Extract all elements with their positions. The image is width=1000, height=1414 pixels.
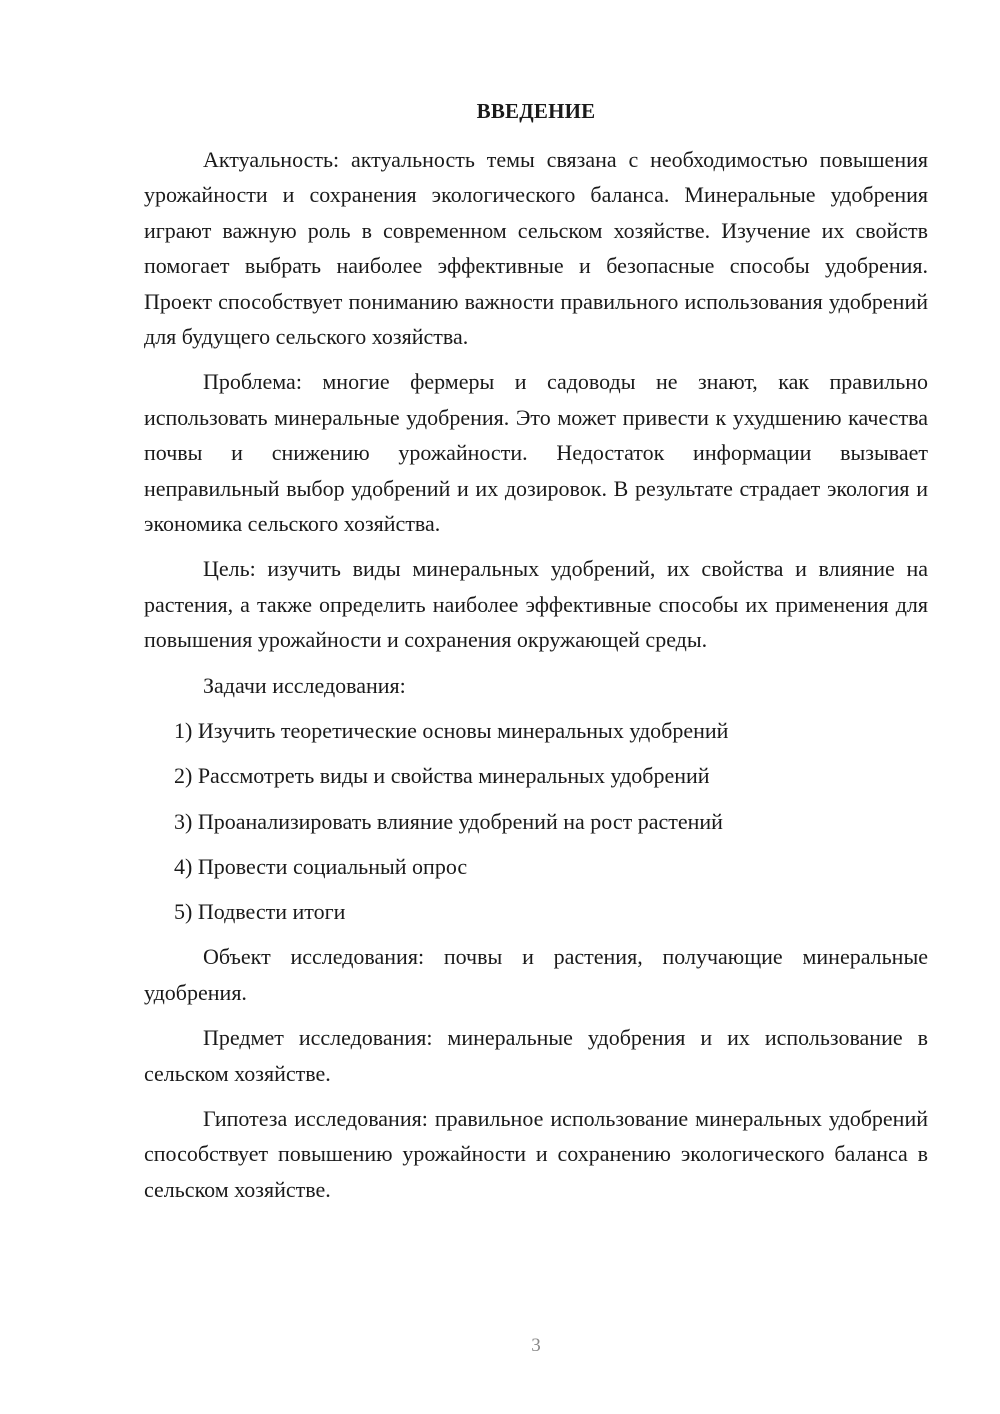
list-item: 4) Провести социальный опрос: [174, 853, 468, 879]
document-body: [144, 142, 928, 1217]
hypothesis-paragraph: Гипотеза исследования: правильное использование минеральных удобрений способствует повышению урожайности и сохранению экологического баланса в сельском хозяйстве.: [144, 1105, 928, 1202]
problem-paragraph: Проблема: многие фермеры и садоводы не знают, как правильно использовать минеральные удобрения. Это может привести к ухудшению качества почвы и снижению урожайности. Недостаток информации вызывает неправильный выбор удобрений и их дозировок. В результате страдает экология и экономика сельского хозяйства.: [144, 369, 928, 537]
tasks-list: [144, 713, 928, 929]
subject-paragraph: Предмет исследования: минеральные удобрения и их использование в сельском хозяйстве.: [144, 1025, 928, 1086]
tasks-heading: Задачи исследования:: [203, 672, 406, 698]
goal-paragraph: Цель: изучить виды минеральных удобрений, их свойства и влияние на растения, а также определить наиболее эффективные способы их применения для повышения урожайности и сохранения окружающей среды.: [144, 556, 928, 653]
list-item: 2) Рассмотреть виды и свойства минеральных удобрений: [174, 763, 710, 789]
page-title: ВВЕДЕНИЕ: [476, 99, 596, 123]
relevance-paragraph: Актуальность: актуальность темы связана с необходимостью повышения урожайности и сохранения экологического баланса. Минеральные удобрения играют важную роль в современном сельском хозяйстве. Изучение их свойств помогает выбрать наиболее эффективные и безопасные способы удобрения. Проект способствует пониманию важности правильного использования удобрений для будущего сельского хозяйства.: [144, 147, 928, 350]
list-item: 5) Подвести итоги: [174, 898, 346, 924]
page-number: [144, 1333, 928, 1359]
list-item: 1) Изучить теоретические основы минеральных удобрений: [174, 718, 729, 744]
object-paragraph: Объект исследования: почвы и растения, получающие минеральные удобрения.: [144, 944, 928, 1005]
list-item: 3) Проанализировать влияние удобрений на рост растений: [174, 808, 723, 834]
document-page: [144, 0, 928, 1414]
page-number-text: 3: [531, 1335, 541, 1356]
